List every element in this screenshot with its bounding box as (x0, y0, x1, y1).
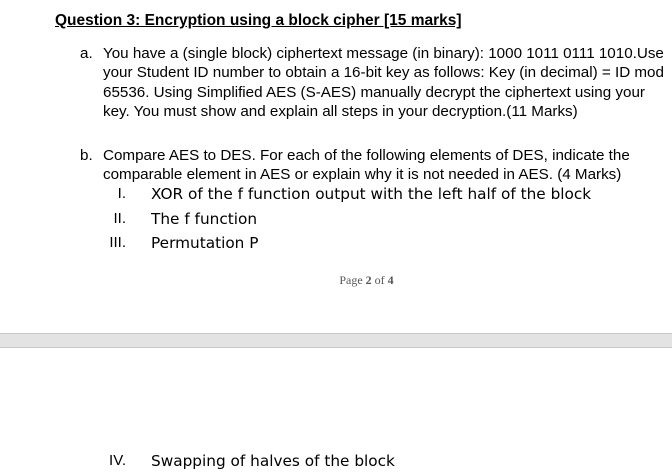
sub-item-text: The f function (151, 210, 258, 228)
part-a-marker: a. (80, 45, 93, 62)
sub-item-numeral: IV. (109, 452, 126, 469)
sub-item-numeral: II. (113, 210, 126, 227)
sub-item-text: Swapping of halves of the block (151, 452, 395, 470)
sub-item-numeral: I. (117, 185, 126, 202)
page-number-current: 2 (365, 273, 372, 287)
sub-item-text: Permutation P (151, 234, 259, 252)
part-a-text: You have a (single block) ciphertext message (in binary): 1000 1011 0111 1010.Use your Student ID number to obtain a 16-bit key as follows: Key (in decimal) = ID mod 65536. Using Simplified AES (S-AES) manually decrypt the ciphertext using your key. You must show and explain all steps in your decryption.(11 Marks) (103, 45, 664, 121)
sub-item-numeral: III. (109, 234, 126, 251)
page-number-separator: of (374, 273, 385, 287)
page-number-total: 4 (387, 273, 394, 287)
page-number-prefix: Page (339, 273, 363, 287)
document-page-bottom (0, 348, 672, 476)
part-b-marker: b. (80, 147, 93, 164)
page-break-gap (0, 333, 672, 348)
part-b-text: Compare AES to DES. For each of the following elements of DES, indicate the comparable element in AES or explain why it is not needed in AES. (4 Marks) (103, 147, 630, 184)
page-number (0, 273, 672, 288)
question-heading: Question 3: Encryption using a block cipher [15 marks] (55, 12, 462, 29)
sub-item-text: XOR of the f function output with the left half of the block (151, 185, 592, 203)
